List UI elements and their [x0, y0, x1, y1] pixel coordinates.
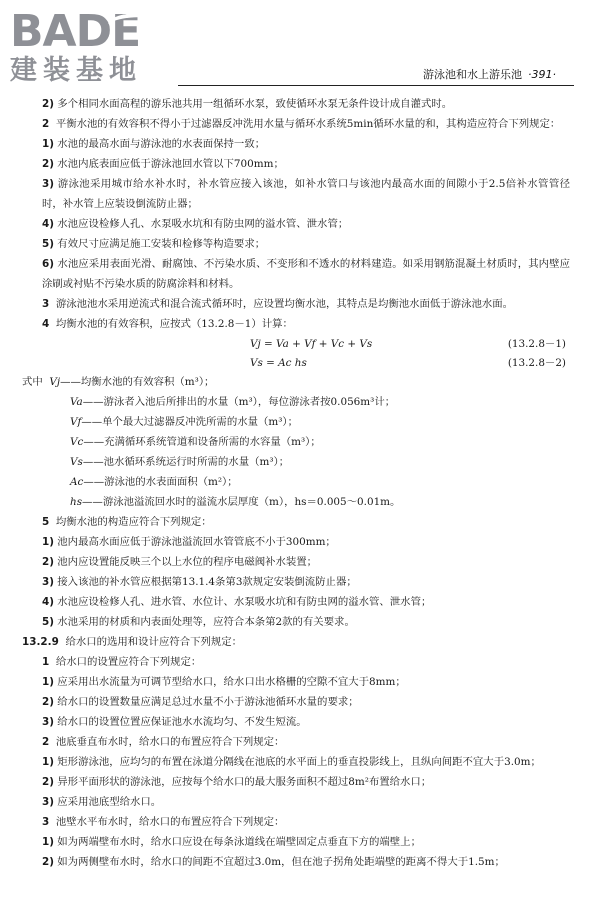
page-body	[22, 94, 570, 872]
equation	[22, 353, 570, 372]
equation-number: (13.2.8－1)	[507, 338, 566, 350]
item-line: 3) 接入该池的补水管应根据第13.1.4条第3款规定安装倒流防止器；	[42, 576, 357, 588]
equation-formula: Vs = Aс hs	[250, 357, 307, 369]
item-line: 1 给水口的设置应符合下列规定：	[42, 656, 202, 668]
item-line: 3 游泳池池水采用逆流式和混合流式循环时，应设置均衡水池，其特点是均衡池水面低于游泳池水面。	[42, 298, 514, 310]
symbol-line: Vs——池水循环系统运行时所需的水量（m³）；	[70, 456, 290, 468]
equation-formula: Vj = Va + Vf + Vc + Vs	[250, 338, 373, 350]
equation-number: (13.2.8－2)	[507, 357, 566, 369]
item-line: 2 池底垂直布水时，给水口的布置应符合下列规定：	[42, 736, 285, 748]
item-line: 1) 矩形游泳池，应均匀的布置在泳道分隔线在池底的水平面上的垂直投影线上，且纵向间距不宜大于3.0m；	[42, 756, 541, 768]
item-line: 2) 如为两侧壁布水时，给水口的间距不宜超过3.0m，但在池子拐角处距端壁的距离不得大于1.5m；	[42, 856, 505, 868]
item-line: 2) 池内应设置能反映三个以上水位的程序电磁阀补水装置；	[42, 556, 318, 568]
item-line: 3 池壁水平布水时，给水口的布置应符合下列规定：	[42, 816, 285, 828]
symbol-line: Vc——充满循环系统管道和设备所需的水容量（m³）；	[70, 436, 321, 448]
item-line: 1) 如为两端壁布水时，给水口应设在每条泳道线在端壁固定点垂直下方的端壁上；	[42, 836, 421, 848]
item-line: 2) 异形平面形状的游泳池，应按每个给水口的最大服务面积不超过8m²布置给水口；	[42, 776, 432, 788]
item-line: 2 平衡水池的有效容积不得小于过滤器反冲洗用水量与循环水系统5min循环水量的和，其构造应符合下列规定：	[42, 118, 561, 130]
page-number: ·391·	[528, 68, 556, 81]
running-head	[423, 66, 556, 82]
symbol-line: 式中 Vj——均衡水池的有效容积（m³）；	[22, 376, 215, 388]
clause-heading: 13.2.9 给水口的选用和设计应符合下列规定：	[22, 636, 243, 648]
item-line: 5) 水池采用的材质和内表面处理等，应符合本条第2款的有关要求。	[42, 616, 355, 628]
item-line: 2) 给水口的设置数量应满足总过水量不小于游泳池循环水量的要求；	[42, 696, 359, 708]
item-line: 1) 应采用出水流量为可调节型给水口，给水口出水格栅的空隙不宜大于8mm；	[42, 676, 406, 688]
item-line: 4) 水池应设检修人孔、进水管、水位计、水泵吸水坑和有防虫网的溢水管、泄水管；	[42, 596, 432, 608]
header-rule	[178, 85, 574, 86]
item-line: 3) 游泳池采用城市给水补水时，补水管应接入该池，如补水管口与该池内最高水面的间隙小于2.5倍补水管管径时，补水管上应装设倒流防止器；	[42, 178, 570, 210]
section-title: 游泳池和水上游乐池	[423, 68, 522, 81]
bade-logo	[10, 8, 180, 86]
item-line: 5 均衡水池的构造应符合下列规定：	[42, 516, 212, 528]
item-line: 4 均衡水池的有效容积，应按式（13.2.8－1）计算：	[42, 318, 293, 330]
symbol-line: Va——游泳者入池后所排出的水量（m³），每位游泳者按0.056m³计；	[70, 396, 396, 408]
item-line: 2) 多个相同水面高程的游乐池共用一组循环水泵，致使循环水泵无条件设计成自灌式时。	[42, 98, 453, 110]
item-line: 1) 池内最高水面应低于游泳池溢流回水管管底不小于300mm；	[42, 536, 336, 548]
equation	[22, 334, 570, 353]
item-line: 3) 给水口的设置位置应保证池水水流均匀、不发生短流。	[42, 716, 307, 728]
symbol-line: Vf——单个最大过滤器反冲洗所需的水量（m³）；	[70, 416, 298, 428]
logo-wordmark: BADE	[10, 6, 141, 57]
item-line: 2) 水池内底表面应低于游泳池回水管以下700mm；	[42, 158, 284, 170]
symbol-line: Ac——游泳池的水表面面积（m²）；	[70, 476, 238, 488]
item-line: 3) 应采用池底型给水口。	[42, 796, 162, 808]
symbol-line: hs——游泳池溢流回水时的溢流水层厚度（m），hs＝0.005～0.01m。	[70, 496, 401, 508]
logo-chinese-name: 建装基地	[10, 55, 142, 86]
item-line: 1) 水池的最高水面与游泳池的水表面保持一致；	[42, 138, 266, 150]
item-line: 6) 水池应采用表面光滑、耐腐蚀、不污染水质、不变形和不透水的材料建造。如采用钢筋混凝土材质时，其内壁应涂刷或衬贴不污染水质的防腐涂料和材料。	[42, 258, 571, 290]
item-line: 5) 有效尺寸应满足施工安装和检修等构造要求；	[42, 238, 266, 250]
item-line: 4) 水池应设检修人孔、水泵吸水坑和有防虫网的溢水管、泄水管；	[42, 218, 349, 230]
